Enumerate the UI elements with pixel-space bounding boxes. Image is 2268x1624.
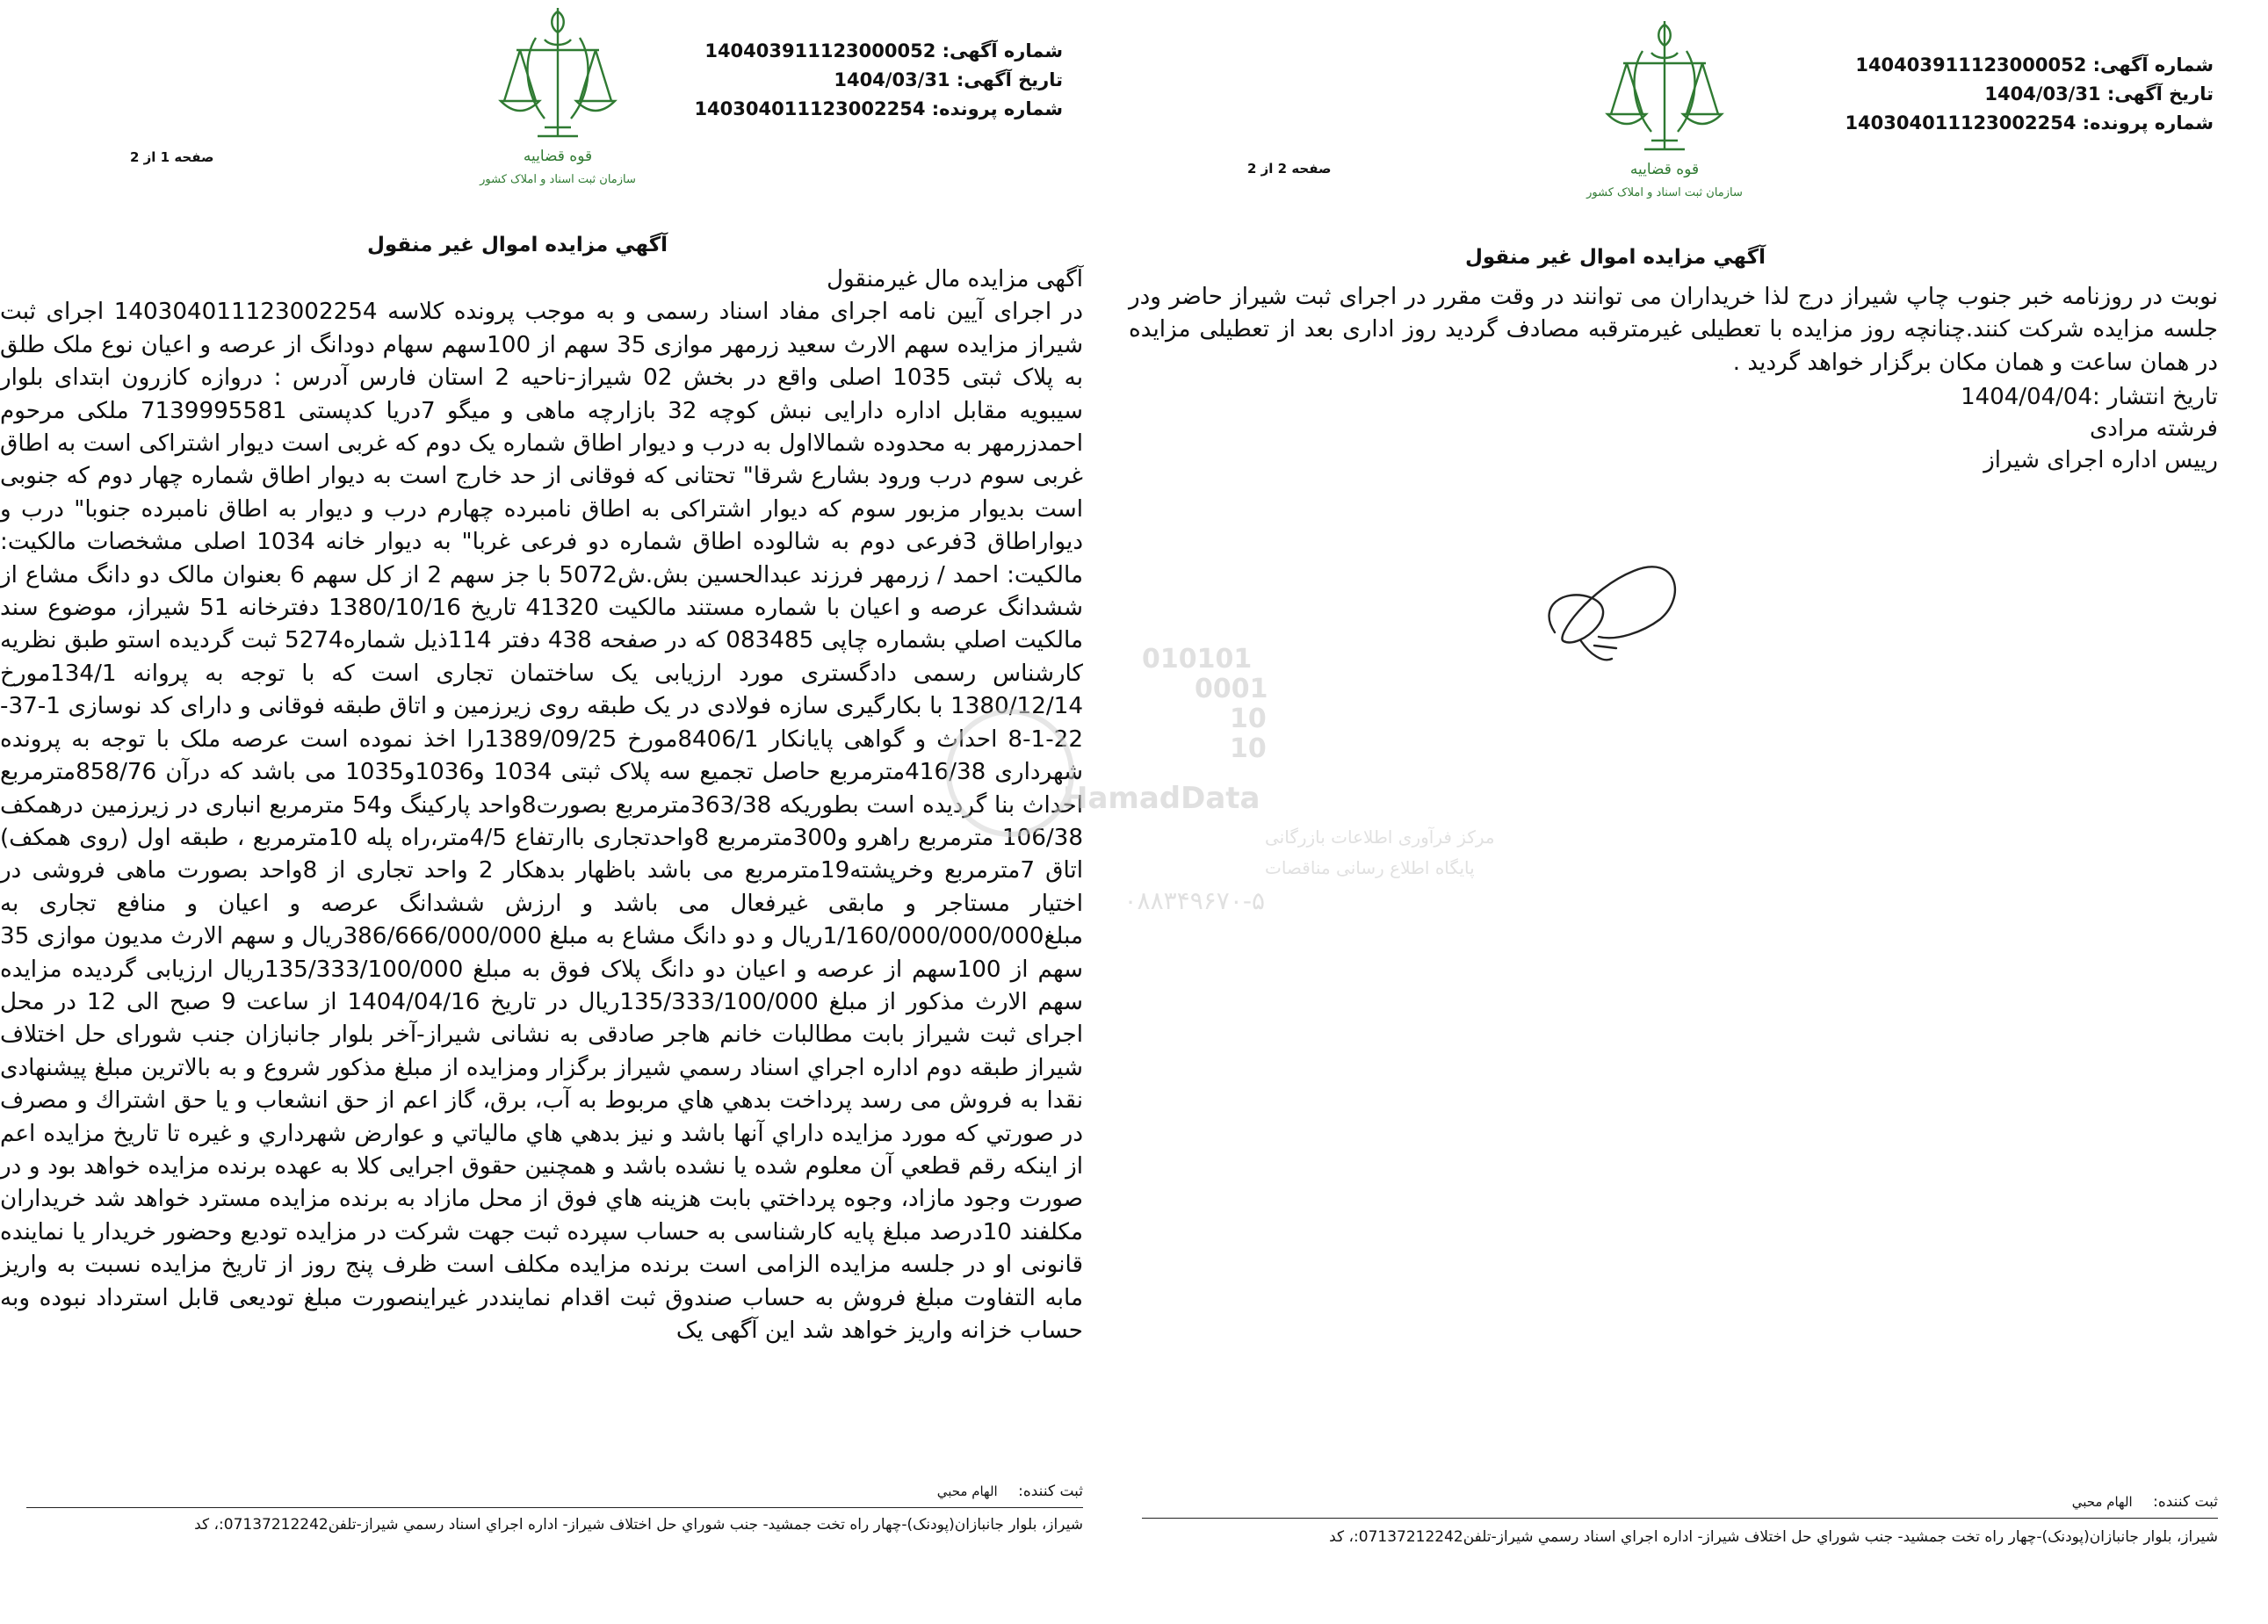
ad-date-row: تاریخ آگهی: 1404/03/31 bbox=[834, 69, 1063, 90]
registrar-label: ثبت کننده: bbox=[1018, 1483, 1083, 1500]
judiciary-emblem bbox=[1586, 18, 1743, 202]
footer-divider bbox=[1142, 1518, 2218, 1519]
publish-date: تاریخ انتشار :1404/04/04 bbox=[1961, 384, 2218, 410]
notice-body bbox=[0, 263, 1083, 1347]
notice-body: نوبت در روزنامه خبر جنوب چاپ شیراز درج لذا خریداران می توانند در وقت مقرر در اجرای ثبت شیراز حاضر ودر جلسه مزایده شرکت کنند.چنانچه روز مزایده با تعطیلی غیرمترقبه مصادف گردید روز اداری بعد از تعطیلی مزایده در همان ساعت و همان مکان برگزار خواهد گردید . bbox=[1129, 284, 2218, 376]
watermark-digits: 010101 bbox=[1142, 644, 1253, 675]
signer-name: فرشته مرادی bbox=[2089, 415, 2218, 442]
emblem-org-caption: سازمان ثبت اسناد و املاک کشور bbox=[1586, 186, 1743, 199]
ad-number-row: شماره آگهی: 140403911123000052 bbox=[1855, 54, 2214, 76]
registrar-name: الهام محبي bbox=[936, 1483, 998, 1499]
signature-block bbox=[1961, 381, 2218, 476]
judiciary-emblem bbox=[480, 4, 636, 189]
registrar-name: الهام محبي bbox=[2071, 1494, 2133, 1510]
registrar-row bbox=[2072, 1493, 2218, 1511]
registrar-row bbox=[937, 1483, 1083, 1500]
watermark-digits: 10 bbox=[1230, 704, 1267, 734]
watermark-digits: 0001 bbox=[1195, 674, 1268, 704]
page-number: صفحه 1 از 2 bbox=[130, 149, 214, 165]
signature-scribble bbox=[1528, 536, 1704, 676]
watermark-line1: مرکز فرآوری اطلاعات بازرگانی bbox=[1265, 826, 1495, 848]
footer-address: شیراز، بلوار جانبازان(پودنک)-چهار راه تخت جمشید- جنب شوراي حل اختلاف شیراز- اداره اجراي اسناد رسمي شیراز-تلفن07137212242:، كد bbox=[1329, 1528, 2218, 1546]
emblem-caption: قوه قضاییه bbox=[1629, 161, 1700, 178]
signer-title: رییس اداره اجرای شیراز bbox=[1983, 447, 2218, 473]
page-number: صفحه 2 از 2 bbox=[1247, 161, 1332, 177]
notice-subtitle: آگهی مزایده مال غیرمنقول bbox=[827, 266, 1083, 292]
notice-body-text: در اجرای آیین نامه اجرای مفاد اسناد رسمی و به موجب پرونده کلاسه 140304011123002254 اجرای ثبت شیراز مزایده سهم الارث سعید زرمهر موازی 35 سهم از 100سهم سهام دودانگ از عرصه و اعیان نوع ملک طلق به پلاک ثبتی 1035 اصلی واقع در بخش 02 شیراز-ناحیه 2 استان فارس آدرس : دروازه کازرون ابتدای بلوار سیبویه مقابل اداره دارایی نبش کوچه 32 بازارچه ماهی و میگو 7دریا کدپستی 7139995581 ملکی مرحوم احمدزرمهر به محدوده شمالااول به درب و دیوار اطاق شماره یک دوم که غربی است دیوار اشتراکی است به اطاق غربی سوم درب ورود بشارع شرقا" تحتانی که فوقانی از حد خارج است به دیوار اطاق شماره چهار دوم که جنوبی است بدیوار مزبور سوم که دیوار اشتراکی به اطاق نامبرده چهارم درب و دیوار به اطاق نامبرده جنوبا" درب و دیواراطاق 3فرعی دوم به شالوده اطاق شماره دو فرعی غربا" به دیوار خانه 1034 اصلی مشخصات مالکیت: مالکیت: احمد / زرمهر فرزند عبدالحسین بش.ش5072 با جز سهم 2 از کل سهم 6 بعنوان مالک دو دانگ مشاع از ششدانگ عرصه و اعیان با شماره مستند مالکیت 41320 تاریخ 1380/10/16 دفترخانه 51 شیراز، موضوع سند مالكيت اصلي بشماره چاپی 083485 که در صفحه 438 دفتر 114ذیل شماره5274 ثبت گردیده استو طبق نظریه کارشناس رسمی دادگستری مورد ارزیابی یک ساختمان تجاری است که با توجه به پروانه 134/1مورخ 1380/12/14 با بکارگیری سازه فولادی در یک طبقه روی زیرزمین و اتاق طبقه فوقانی و دارای کد نوسازی 1-37-22-1-8 احداث و گواهی پایانکار 8406/1مورخ 1389/09/25را اخذ نموده است عرصه ملک با توجه به پرونده شهرداری 416/38مترمربع حاصل تجمیع سه پلاک ثبتی 1034 و1036و1035 می باشد که درآن 858/76مترمربع احداث بنا گردیده است بطوریکه 363/38مترمربع بصورت8واحد پارکینگ و54 مترمربع انباری در زیرزمین درهمکف 106/38 مترمربع راهرو و300مترمربع 8واحدتجاری باارتفاع 4/5متر،راه پله 10مترمربع ، طبقه اول (روی همکف) اتاق 7مترمربع وخرپشته19مترمربع می باشد باظهار بدهکار 2 واحد تجاری از 8واحد بصورت ماهی فروشی در اختیار مستاجر و مابقی غیرفعال می باشد و ارزش ششدانگ عرصه و اعیان و منافع تجاری به مبلغ1/160/000/000/000ریال و دو دانگ مشاع به مبلغ 386/666/000/000ریال و سهم الارث مدیون موازی 35 سهم از 100سهم از عرصه و اعیان دو دانگ پلاک فوق به مبلغ 135/333/100/000ریال ارزیابی گردیده مزایده سهم الارث مذکور از مبلغ 135/333/100/000ریال در تاریخ 1404/04/16 از ساعت 9 صبح الی 12 در محل اجرای ثبت شیراز بابت مطالبات خانم هاجر صادقی به نشانی شیراز-آخر بلوار جانبازان جنب شورای حل اختلاف شیراز طبقه دوم اداره اجراي اسناد رسمي شیراز برگزار ومزايده از مبلغ مذکور شروع و به بالاترين مبلغ پيشنهادی نقدا به فروش می رسد پرداخت بدهي هاي مربوط به آب، برق، گاز اعم از حق انشعاب و يا حق اشتراك و مصرف در صورتي كه مورد مزايده داراي آنها باشد و نيز بدهي هاي مالياتي و عوارض شهرداري و غيره تا تاريخ مزايده اعم از اينكه رقم قطعي آن معلوم شده يا نشده باشد و همچنين حقوق اجرايی كلا به عهده برنده مزايده خواهد بود و در صورت وجود مازاد، وجوه پرداختي بابت هزينه هاي فوق از محل مازاد به برنده مزايده مسترد خواهد شد خریداران مکلفند 10درصد مبلغ پایه کارشناسی به حساب سپرده ثبت جهت شرکت در مزایده تودیع وحضور خریدار یا نماینده قانونی او در جلسه مزایده الزامی است برنده مزایده مکلف است ظرف پنج روز از تاریخ مزایده نسبت به واریز مابه التفاوت مبلغ فروش به حساب صندوق ثبت اقدام نماینددر غیراینصورت مبلغ تودیعی قابل استرداد نبوده وبه حساب خزانه واریز خواهد شد این آگهی یک bbox=[0, 299, 1084, 1344]
notice-title: آگهي مزايده اموال غير منقول bbox=[1464, 246, 1766, 269]
registrar-label: ثبت کننده: bbox=[2153, 1493, 2218, 1511]
ad-date-row: تاریخ آگهی: 1404/03/31 bbox=[1984, 83, 2214, 105]
notice-title: آگهي مزايده اموال غير منقول bbox=[366, 234, 668, 256]
case-number-row: شماره پرونده: 140304011123002254 bbox=[694, 98, 1063, 119]
footer-divider bbox=[26, 1507, 1083, 1508]
ad-number-row: شماره آگهی: 140403911123000052 bbox=[704, 40, 1063, 61]
watermark-digits: 10 bbox=[1230, 733, 1267, 764]
footer-address: شیراز، بلوار جانبازان(پودنک)-چهار راه تخت جمشید- جنب شوراي حل اختلاف شیراز- اداره اجراي اسناد رسمي شیراز-تلفن07137212242:، كد bbox=[194, 1516, 1083, 1534]
watermark-brand: HamadData bbox=[1063, 781, 1260, 816]
case-number-row: شماره پرونده: 140304011123002254 bbox=[1845, 112, 2214, 134]
notice-header bbox=[1845, 51, 2214, 138]
hamaddata-watermark bbox=[931, 632, 1495, 966]
notice-header bbox=[694, 37, 1063, 124]
emblem-caption: قوه قضاییه bbox=[523, 148, 593, 165]
watermark-line2: پایگاه اطلاع رسانی مناقصات bbox=[1265, 857, 1475, 878]
watermark-phone: ۰۸۸۳۴۹۶۷۰-۵ bbox=[1123, 886, 1265, 915]
emblem-org-caption: سازمان ثبت اسناد و املاک کشور bbox=[480, 173, 636, 186]
